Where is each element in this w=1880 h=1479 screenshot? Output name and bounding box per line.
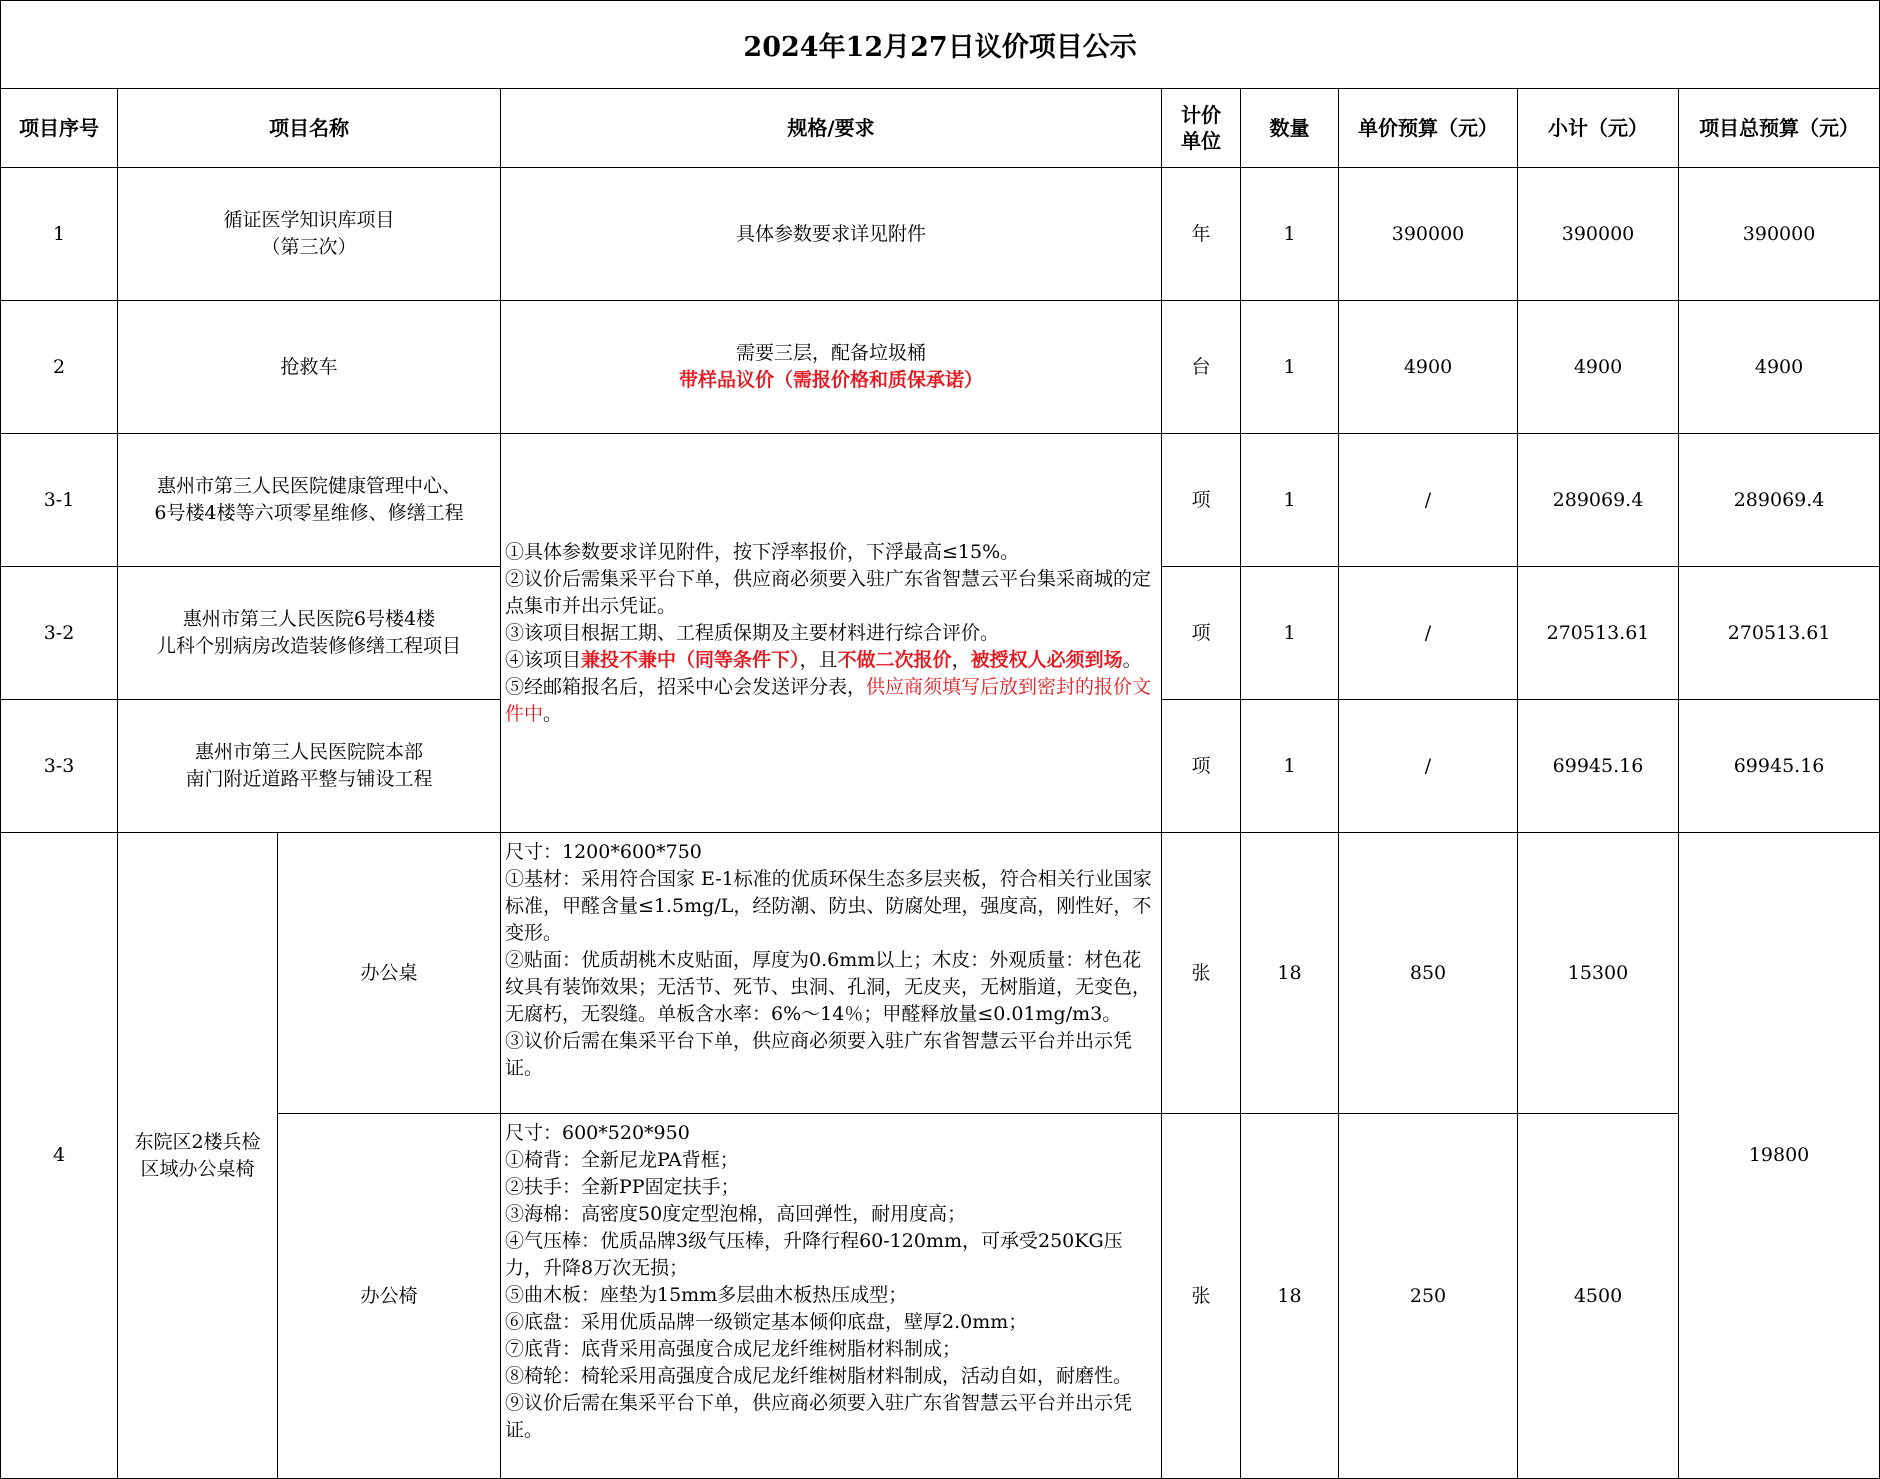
spec-item: ⑦底背：底背采用高强度合成尼龙纤维树脂材料制成； [505,1338,962,1360]
chair-spec [501,1114,1162,1479]
spec-text: ⑤经邮箱报名后，招采中心会发送评分表， [505,675,867,698]
row-subtotal: 390000 [1518,168,1679,301]
row-qty: 1 [1241,301,1339,434]
spec-item: ⑥底盘：采用优质品牌一级锁定基本倾仰底盘，壁厚2.0mm； [505,1311,1028,1333]
spec-item [505,674,1157,728]
row-unit-price: 250 [1339,1114,1518,1479]
spec-item: ③该项目根据工期、工程质保期及主要材料进行综合评价。 [505,621,1000,644]
row-unit-price: 390000 [1339,168,1518,301]
row-name [118,567,501,700]
row-seq: 1 [1,168,118,301]
header-seq: 项目序号 [1,89,118,168]
sheet-title: 2024年12月27日议价项目公示 [1,1,1880,89]
header-spec: 规格/要求 [501,89,1162,168]
row-unit: 项 [1162,434,1241,567]
row-name: 抢救车 [118,301,501,434]
desk-spec [501,833,1162,1114]
spec-item: ①具体参数要求详见附件，按下浮率报价，下浮最高≤15%。 [505,540,1020,563]
spec-highlight: 被授权人必须到场 [970,648,1123,671]
header-total: 项目总预算（元） [1679,89,1880,168]
row-subtotal: 15300 [1518,833,1679,1114]
spec-item: ②议价后需集采平台下单，供应商必须要入驻广东省智慧云平台集采商城的定点集市并出示凭证。 [505,567,1152,617]
table-row [1,434,1880,567]
row-subtotal: 4900 [1518,301,1679,434]
row-unit-price: / [1339,434,1518,567]
spec-item: ⑨议价后需在集采平台下单，供应商必须要入驻广东省智慧云平台并出示凭证。 [505,1392,1133,1441]
row-unit-price: 4900 [1339,301,1518,434]
row-unit: 张 [1162,1114,1241,1479]
row-name-line2: 区域办公桌椅 [140,1157,255,1180]
header-qty: 数量 [1241,89,1339,168]
row-unit-price: / [1339,700,1518,833]
row-seq: 3-3 [1,700,118,833]
spec-text: 。 [543,702,563,725]
header-name: 项目名称 [118,89,501,168]
row-name [118,833,278,1479]
spec-item: 尺寸：600*520*950 [505,1122,690,1144]
spec-highlight: 供应商须填写后放到密封的报价文件中 [505,675,1152,725]
row-qty: 1 [1241,168,1339,301]
row-spec: 具体参数要求详见附件 [501,168,1162,301]
group3-spec [501,434,1162,833]
header-row [1,89,1880,168]
row-total: 390000 [1679,168,1880,301]
spec-item: ③海棉：高密度50度定型泡棉，高回弹性，耐用度高； [505,1203,967,1225]
table-row [1,1114,1880,1479]
row-unit: 年 [1162,168,1241,301]
sub-item-name: 办公桌 [278,833,501,1114]
spec-item: ①基材：采用符合国家 E-1标准的优质环保生态多层夹板，符合相关行业国家标准，甲醛含量≤1.5mg/L，经防潮、防虫、防腐处理，强度高，刚性好，不变形。 [505,868,1152,944]
row-total: 4900 [1679,301,1880,434]
header-unit-line2: 单位 [1181,129,1221,153]
row-unit: 项 [1162,567,1241,700]
spec-highlight: 兼投不兼中（同等条件下） [581,648,800,671]
row-unit-price: / [1339,567,1518,700]
sub-item-name: 办公椅 [278,1114,501,1479]
row-spec [501,301,1162,434]
row-subtotal: 270513.61 [1518,567,1679,700]
row-qty: 1 [1241,700,1339,833]
table-row [1,168,1880,301]
row-total: 19800 [1679,833,1880,1479]
row-name-line1: 东院区2楼兵检 [134,1130,261,1153]
row-total: 289069.4 [1679,434,1880,567]
spec-item: ①椅背：全新尼龙PA背框； [505,1149,739,1171]
spec-text: ，且 [799,648,838,671]
spec-item: ⑧椅轮：椅轮采用高强度合成尼龙纤维树脂材料制成，活动自如，耐磨性。 [505,1365,1133,1387]
spec-item: ④气压棒：优质品牌3级气压棒，升降行程60-120mm，可承受250KG压力，升降8万次无损； [505,1230,1123,1279]
row-subtotal: 289069.4 [1518,434,1679,567]
header-subtotal: 小计（元） [1518,89,1679,168]
row-seq: 3-1 [1,434,118,567]
row-qty: 18 [1241,1114,1339,1479]
row-qty: 18 [1241,833,1339,1114]
row-subtotal: 4500 [1518,1114,1679,1479]
table-row [1,833,1880,1114]
row-unit-price: 850 [1339,833,1518,1114]
row-qty: 1 [1241,434,1339,567]
row-seq: 4 [1,833,118,1479]
row-spec-line1: 需要三层，配备垃圾桶 [735,342,926,364]
row-unit: 项 [1162,700,1241,833]
row-seq: 2 [1,301,118,434]
row-name-line1: 惠州市第三人民医院院本部 [194,741,423,763]
row-total: 69945.16 [1679,700,1880,833]
row-seq: 3-2 [1,567,118,700]
row-name-line1: 惠州市第三人民医院6号楼4楼 [182,608,436,630]
row-spec-warning: 带样品议价（需报价格和质保承诺） [678,369,983,391]
spec-highlight: 不做二次报价 [837,648,952,671]
spec-item [505,647,1157,674]
row-unit: 台 [1162,301,1241,434]
row-name-line2: 6号楼4楼等六项零星维修、修缮工程 [154,502,464,524]
row-name-line2: 儿科个别病房改造装修修缮工程项目 [156,635,461,657]
spec-text: ④该项目 [505,648,582,671]
table-row [1,301,1880,434]
row-name-line2: 南门附近道路平整与铺设工程 [185,768,433,790]
spec-item: ⑤曲木板：座垫为15mm多层曲木板热压成型； [505,1284,908,1306]
row-subtotal: 69945.16 [1518,700,1679,833]
row-qty: 1 [1241,567,1339,700]
row-name [118,434,501,567]
spec-item: ②扶手：全新PP固定扶手； [505,1176,740,1198]
row-unit: 张 [1162,833,1241,1114]
row-name [118,700,501,833]
spec-item: 尺寸：1200*600*750 [505,841,702,863]
spec-item: ③议价后需在集采平台下单，供应商必须要入驻广东省智慧云平台并出示凭证。 [505,1030,1133,1079]
header-unit [1162,89,1241,168]
spec-text: ， [951,648,971,671]
header-unit-price: 单价预算（元） [1339,89,1518,168]
spec-text: 。 [1122,648,1142,671]
row-name [118,168,501,301]
row-name-line1: 惠州市第三人民医院健康管理中心、 [156,475,461,497]
row-name-line1: 循证医学知识库项目 [223,209,395,231]
row-total: 270513.61 [1679,567,1880,700]
header-unit-line1: 计价 [1181,103,1221,127]
row-name-line2: （第三次） [261,236,357,258]
spec-item: ②贴面：优质胡桃木皮贴面，厚度为0.6mm以上；木皮：外观质量：材色花纹具有装饰效果；无活节、死节、虫洞、孔洞，无皮夹，无树脂道，无变色，无腐朽，无裂缝。单板含水率：6%～14％；甲醛释放量≤0.01mg/m3。 [505,949,1152,1025]
